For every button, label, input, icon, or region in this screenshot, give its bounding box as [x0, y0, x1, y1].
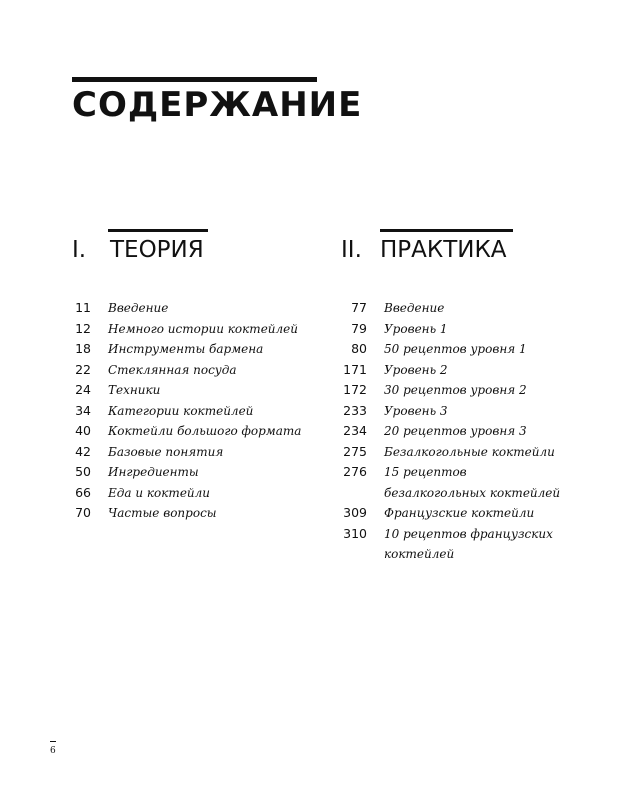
- toc-entry-title: Частые вопросы: [108, 506, 217, 520]
- toc-entry-title: 50 рецептов уровня 1: [384, 342, 527, 356]
- toc-entry[interactable]: [337, 524, 567, 565]
- part-1-title: ТЕОРИЯ: [110, 237, 204, 263]
- toc-entry-title: Безалкогольные коктейли: [384, 444, 555, 459]
- part-2-rule: [380, 229, 513, 232]
- part-1-heading: [72, 239, 204, 262]
- toc-page-number: 276: [343, 464, 367, 479]
- toc-entry[interactable]: [72, 319, 322, 340]
- toc-page-number: 233: [343, 402, 367, 418]
- toc-entry[interactable]: [72, 483, 322, 504]
- toc-page-number: 24: [75, 382, 91, 397]
- toc-entry[interactable]: [337, 319, 567, 340]
- toc-entry[interactable]: [72, 442, 322, 463]
- toc-entry[interactable]: [72, 360, 322, 381]
- toc-entry[interactable]: [337, 462, 567, 503]
- toc-page-number: 309: [343, 505, 367, 520]
- part-2-numeral: II.: [341, 237, 362, 263]
- toc-page-number: 42: [75, 443, 91, 459]
- toc-entry-title: Уровень 1: [384, 321, 448, 336]
- toc-page-number: 80: [351, 341, 367, 356]
- toc-entry-title: Базовые понятия: [108, 444, 224, 459]
- toc-entry-title: Категории коктейлей: [108, 403, 254, 418]
- toc-entry-title: Уровень 2: [384, 362, 448, 377]
- part-2-toc: [337, 298, 567, 565]
- toc-entry-title: Немного истории коктейлей: [108, 321, 298, 336]
- part-2-heading: [341, 239, 507, 262]
- toc-page-number: 22: [75, 361, 91, 377]
- toc-page-number: 40: [75, 423, 91, 438]
- toc-entry-title: 15 рецептов безалкогольных коктейлей: [384, 465, 561, 500]
- toc-page-number: 172: [343, 382, 367, 397]
- toc-entry[interactable]: [337, 380, 567, 401]
- toc-entry-title: Введение: [108, 301, 169, 315]
- toc-page-number: 34: [75, 402, 91, 418]
- toc-entry-title: Еда и коктейли: [108, 485, 211, 500]
- toc-page-number: 275: [343, 443, 367, 459]
- toc-entry-title: Ингредиенты: [108, 465, 199, 479]
- toc-entry[interactable]: [337, 339, 567, 360]
- toc-entry-title: Стеклянная посуда: [108, 362, 237, 377]
- toc-page-number: 171: [343, 361, 367, 377]
- toc-entry-title: Уровень 3: [384, 403, 448, 418]
- toc-entry[interactable]: [337, 442, 567, 463]
- toc-entry[interactable]: [337, 298, 567, 319]
- toc-entry-title: Коктейли большого формата: [108, 424, 302, 438]
- page-title: СОДЕРЖАНИЕ: [72, 85, 363, 125]
- toc-entry[interactable]: [337, 421, 567, 442]
- toc-page-number: 79: [351, 320, 367, 336]
- toc-page-number: 66: [75, 484, 91, 500]
- toc-page-number: 77: [351, 300, 367, 315]
- toc-entry[interactable]: [72, 462, 322, 483]
- toc-entry[interactable]: [72, 421, 322, 442]
- folio-dash: [50, 741, 56, 742]
- toc-page-number: 18: [75, 341, 91, 356]
- toc-entry[interactable]: [72, 298, 322, 319]
- toc-entry[interactable]: [72, 401, 322, 422]
- toc-page-number: 12: [75, 320, 91, 336]
- heading-rule: [72, 77, 317, 82]
- toc-entry-title: 20 рецептов уровня 3: [384, 424, 527, 438]
- toc-entry[interactable]: [337, 360, 567, 381]
- toc-page-number: 50: [75, 464, 91, 479]
- toc-entry[interactable]: [337, 401, 567, 422]
- toc-entry[interactable]: [72, 380, 322, 401]
- toc-entry-title: Инструменты бармена: [108, 342, 264, 356]
- toc-entry-title: Техники: [108, 383, 161, 397]
- toc-entry-title: Французские коктейли: [384, 506, 535, 520]
- toc-page-number: 11: [75, 300, 91, 315]
- toc-entry[interactable]: [72, 503, 322, 524]
- page-number: 6: [50, 746, 56, 756]
- toc-entry[interactable]: [72, 339, 322, 360]
- toc-entry[interactable]: [337, 503, 567, 524]
- part-1-toc: [72, 298, 322, 524]
- toc-entry-title: 10 рецептов французских коктейлей: [384, 526, 553, 561]
- toc-page-number: 70: [75, 505, 91, 520]
- toc-page-number: 310: [343, 525, 367, 541]
- part-2-title: ПРАКТИКА: [380, 237, 507, 263]
- toc-page-number: 234: [343, 423, 367, 438]
- part-1-rule: [108, 229, 208, 232]
- toc-entry-title: 30 рецептов уровня 2: [384, 383, 527, 397]
- part-1-numeral: I.: [72, 237, 87, 263]
- toc-entry-title: Введение: [384, 301, 445, 315]
